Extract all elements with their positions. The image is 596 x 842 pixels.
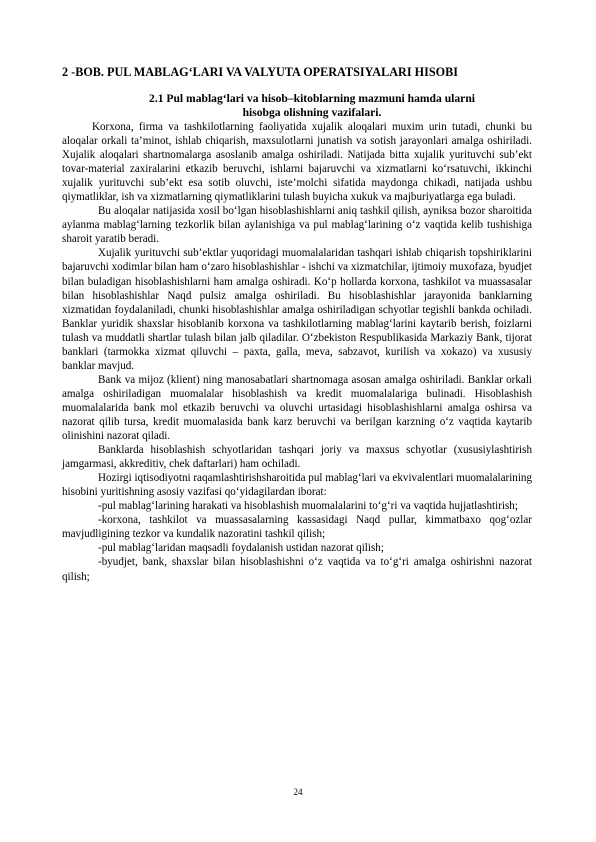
paragraph-1: Korxona, firma va tashkilotlarning faoliyatida xujalik aloqalari muxim urin tutadi, chunki bu aloqalar orkali ta’minot, ishlab chiqarish, maxsulotlarni junatish va sotish jarayonlari amalga oshiriladi. Xujalik aloqalari shartnomalarga asoslanib amalga oshiriladi. Natijada bitta xujalik yurituvchi sub’ekt tovar-material zaxiralarini etkazib beruvchi, ishlarni bajaruvchi va xizmatlarni ko‘rsatuvchi, ikkinchi xujalik yurituvchi sub’ekt esa sotib oluvchi, iste’molchi sifatida maydonga chikadi, natijada ushbu qiymatliklar, ish va xizmatlarning qiymatliklarini tulash buyicha xukuk va majburiyatlarga ega buladi. [62,121,532,204]
paragraph-5: Banklarda hisoblashish schyotlaridan tashqari joriy va maxsus schyotlar (xususiylashtirish jamgarmasi, akkreditiv, chek daftarlari) ham ochiladi. [62,444,532,471]
list-item-3: -pul mablag‘laridan maqsadli foydalanish ustidan nazorat qilish; [98,542,384,555]
list-item-2: -korxona, tashkilot va muassasalarning kassasidagi Naqd pullar, kimmatbaxo qog‘ozlar mavjudligining tezkor va kundalik nazoratini tashkil qilish; [62,514,532,541]
section-title-line-2: hisobga olishning vazifalari. [242,106,382,119]
document-page [62,64,532,584]
section-title-line-1: 2.1 Pul mablag‘lari va hisob–kitoblarning mazmuni hamda ularni [149,92,475,105]
section-title [62,92,532,120]
paragraph-4: Bank va mijoz (klient) ning manosabatlari shartnomaga asosan amalga oshiriladi. Banklar orkali amalga oshiriladigan muomalalar hisoblashish va kredit muomalalariga bulinadi. Hisoblashish muomalalarida bank mol etkazib beruvchi va oluvchi urtasidagi hisoblashishlarni amalga oshirsa va nazorat qilib tursa, kredit muomalasida bank karz beruvchi va berilgan karzning o‘z vaqtida kaytarib olinishini nazorat qiladi. [62,373,532,443]
list-item-1: -pul mablag‘larining harakati va hisoblashish muomalalarini to‘g‘ri va vaqtida hujjatlashtirish; [98,500,518,513]
paragraph-3: Xujalik yurituvchi sub’ektlar yuqoridagi muomalalaridan tashqari ishlab chiqarish topshiriklarini bajaruvchi xodimlar bilan ham o‘zaro hisoblashishlar - ishchi va xizmatchilar, ijtimoiy muxofaza, byudjet bilan buladigan hisoblashishlarni ham amalga oshiradi. Ko‘p hollarda korxona, tashkilot va muassasalar bilan hisoblashishlar Naqd pulsiz amalga oshiriladi. Bu hisoblashishlar jarayonida banklarning xizmatidan foydalaniladi, chunki hisoblashishlar amalga oshiriladigan schyotlar tegishli bankda ochiladi. Banklar yuridik shaxslar hisoblanib korxona va tashkilotlarning mablag‘larini kaytarib berish, foizlarni tulash va muddatli shartlar tulash bilan jalb qiladilar. O‘zbekiston Respublikasida Markaziy Bank, tijorat banklari (tarmokka xizmat qiluvchi – paxta, galla, meva, sabzavot, kurilish va xokazo) va xususiy banklar mavjud. [62,247,532,372]
paragraph-6: Hozirgi iqtisodiyotni raqamlashtirishsharoitida pul mablag‘lari va ekvivalentlari muomalalarining hisobini yuritishning asosiy vazifasi qo‘yidagilardan iborat: [62,472,532,499]
chapter-title: 2 -BOB. PUL MABLAG‘LARI VA VALYUTA OPERATSIYALARI HISOBI [62,65,458,79]
paragraph-2: Bu aloqalar natijasida xosil bo‘lgan hisoblashishlarni aniq tashkil qilish, ayniksa bozor sharoitida aylanma mablag‘larning tezkorlik bilan aylanishiga va pul mablag‘larining o‘z vaqtida kelib tushishiga sharoit yaratib beradi. [62,205,532,246]
list-item-4: -byudjet, bank, shaxslar bilan hisoblashishni o‘z vaqtida va to‘g‘ri amalga oshirishni nazorat qilish; [62,556,532,583]
page-number: 24 [293,787,303,797]
